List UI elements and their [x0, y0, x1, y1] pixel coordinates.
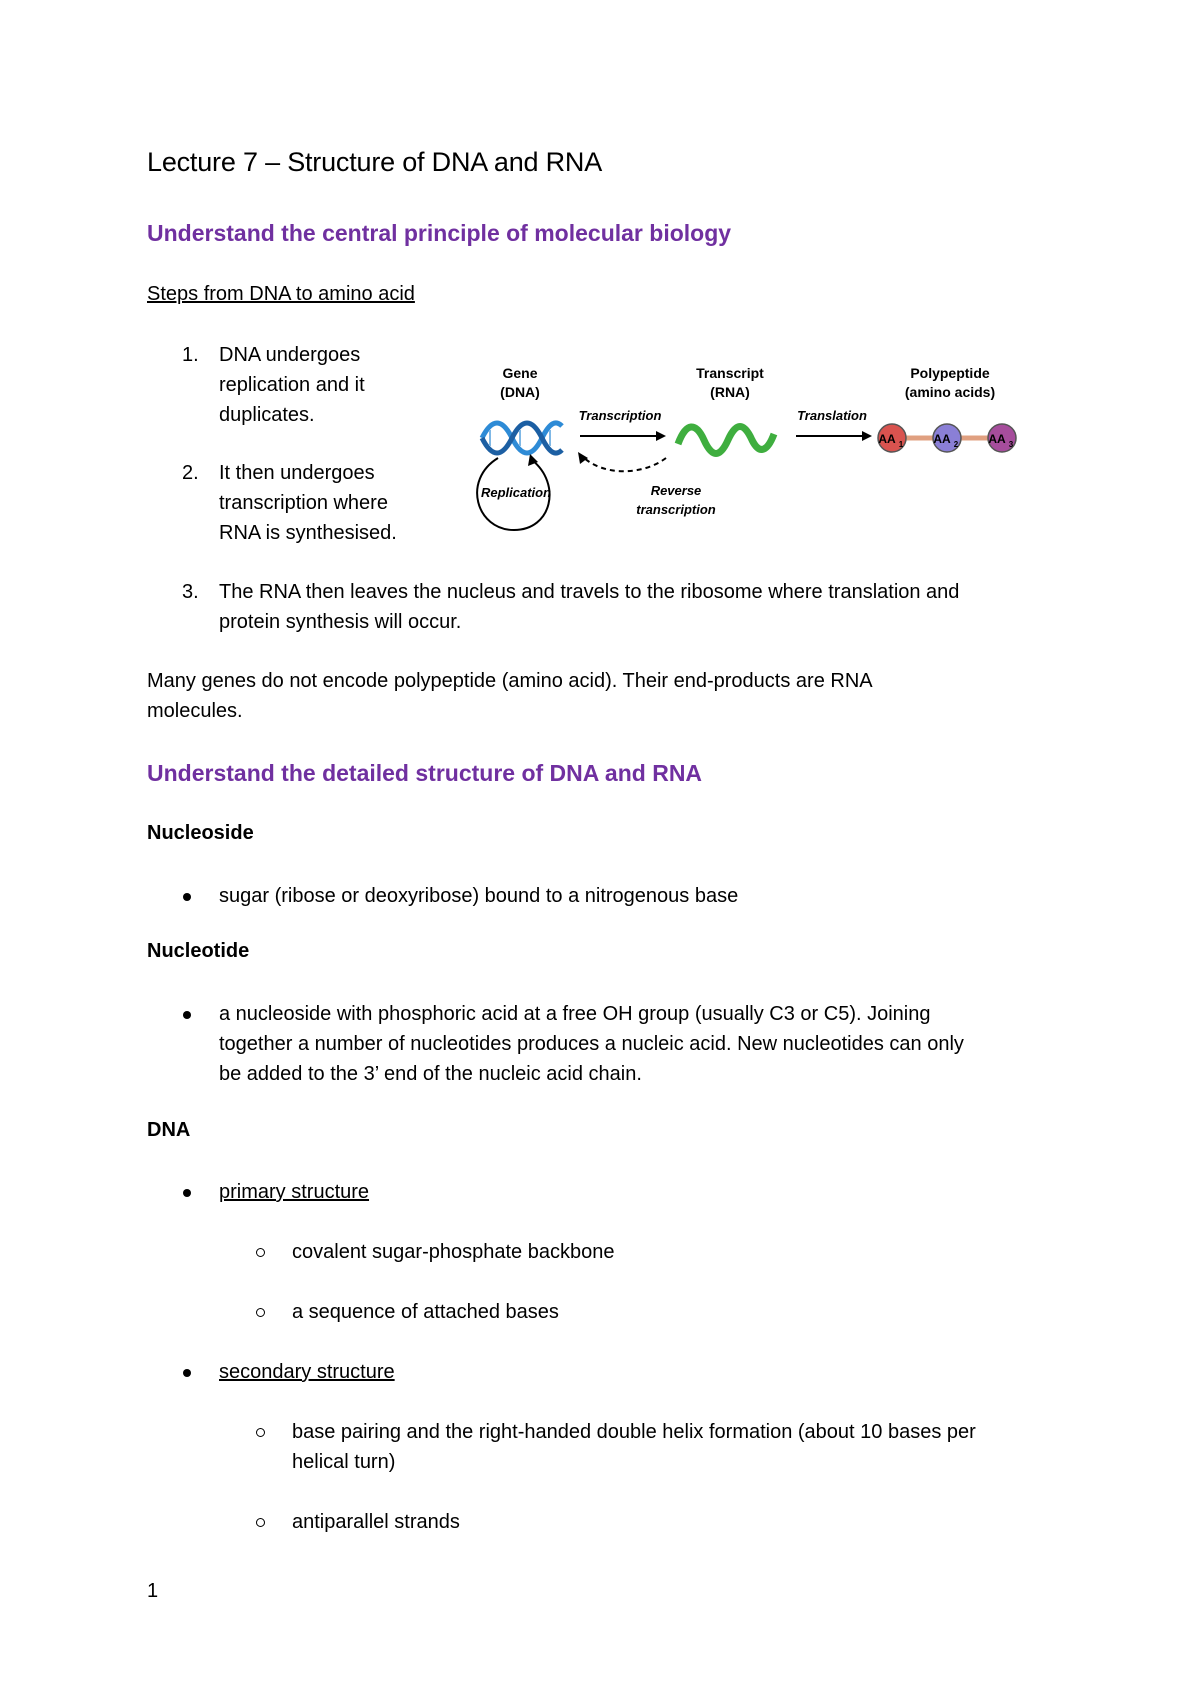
svg-text:AA: AA: [878, 432, 896, 446]
polypeptide-sub-label: (amino acids): [904, 384, 996, 400]
open-bullet-icon: [256, 1308, 265, 1317]
amino-acid-3-icon: [988, 424, 1016, 452]
secondary-item-1-line: helical turn): [292, 1451, 396, 1473]
transcript-sub-label: (RNA): [710, 384, 750, 400]
gene-sub-label: (DNA): [500, 384, 540, 400]
polypeptide-label: Polypeptide: [910, 365, 990, 381]
step-1-line: duplicates.: [219, 404, 315, 426]
step-3-line: protein synthesis will occur.: [219, 611, 462, 633]
open-bullet-icon: [256, 1248, 265, 1257]
note-line: Many genes do not encode polypeptide (amino acid). Their end-products are RNA: [147, 670, 873, 692]
step-1-line: DNA undergoes: [219, 344, 361, 366]
svg-text:3: 3: [1008, 440, 1014, 449]
amino-acid-2-icon: [933, 424, 961, 452]
dna-label: DNA: [147, 1119, 191, 1141]
nucleotide-line: a nucleoside with phosphoric acid at a free OH group (usually C3 or C5). Joining: [219, 1003, 931, 1025]
replication-label: Replication: [480, 485, 552, 500]
reverse-label: Reverse: [650, 483, 702, 498]
translation-label: Translation: [797, 408, 867, 423]
page-number: 1: [147, 1580, 159, 1602]
primary-item-2: a sequence of attached bases: [292, 1301, 559, 1323]
svg-text:1: 1: [898, 440, 904, 449]
transcription-arrow-icon: [580, 431, 666, 441]
translation-arrow-icon: [796, 431, 872, 441]
svg-text:AA: AA: [988, 432, 1006, 446]
list-number: 3.: [182, 581, 199, 603]
bullet-icon: [183, 893, 191, 901]
nucleotide-label: Nucleotide: [147, 940, 250, 962]
transcript-label: Transcript: [696, 365, 764, 381]
rna-strand-icon: [678, 427, 774, 454]
svg-text:2: 2: [953, 440, 959, 449]
bullet-icon: [183, 1369, 191, 1377]
list-number: 1.: [182, 344, 199, 366]
step-3-line: The RNA then leaves the nucleus and travels to the ribosome where translation and: [219, 581, 960, 603]
step-2-line: RNA is synthesised.: [219, 522, 397, 544]
note-line: molecules.: [147, 700, 243, 722]
section-heading-detailed-structure: Understand the detailed structure of DNA and RNA: [147, 760, 703, 786]
note-paragraph: [147, 666, 967, 726]
section-heading-central-principle: Understand the central principle of molecular biology: [147, 220, 732, 246]
reverse-transcription-arrow-icon: [578, 452, 666, 471]
nucleoside-definition: sugar (ribose or deoxyribose) bound to a nitrogenous base: [219, 885, 739, 907]
secondary-item-1-line: base pairing and the right-handed double helix formation (about 10 bases per: [292, 1421, 976, 1443]
open-bullet-icon: [256, 1428, 265, 1437]
page-title: Lecture 7 – Structure of DNA and RNA: [147, 147, 603, 177]
primary-structure-label: primary structure: [219, 1181, 370, 1203]
secondary-item-2: antiparallel strands: [292, 1511, 460, 1533]
transcription-label: Transcription: [578, 408, 662, 423]
open-bullet-icon: [256, 1518, 265, 1527]
nucleotide-line: be added to the 3’ end of the nucleic acid chain.: [219, 1063, 642, 1085]
list-number: 2.: [182, 462, 199, 484]
nucleotide-definition: [219, 999, 1099, 1089]
gene-label: Gene: [502, 365, 538, 381]
dna-helix-icon: [482, 423, 562, 453]
nucleoside-label: Nucleoside: [147, 822, 254, 844]
nucleotide-line: together a number of nucleotides produces a nucleic acid. New nucleotides can only: [219, 1033, 964, 1055]
bullet-icon: [183, 1189, 191, 1197]
step-2-line: transcription where: [219, 492, 388, 514]
amino-acid-1-icon: [878, 424, 906, 452]
step-1-line: replication and it: [219, 374, 365, 396]
svg-text:AA: AA: [933, 432, 951, 446]
secondary-structure-label: secondary structure: [219, 1361, 395, 1383]
primary-item-1: covalent sugar-phosphate backbone: [292, 1241, 615, 1263]
reverse-transcription-label: transcription: [636, 502, 716, 517]
step-2-line: It then undergoes: [219, 462, 375, 484]
central-dogma-diagram: [470, 360, 1030, 540]
bullet-icon: [183, 1011, 191, 1019]
subheading-steps: Steps from DNA to amino acid: [147, 283, 415, 305]
secondary-item-1: [292, 1417, 1092, 1477]
